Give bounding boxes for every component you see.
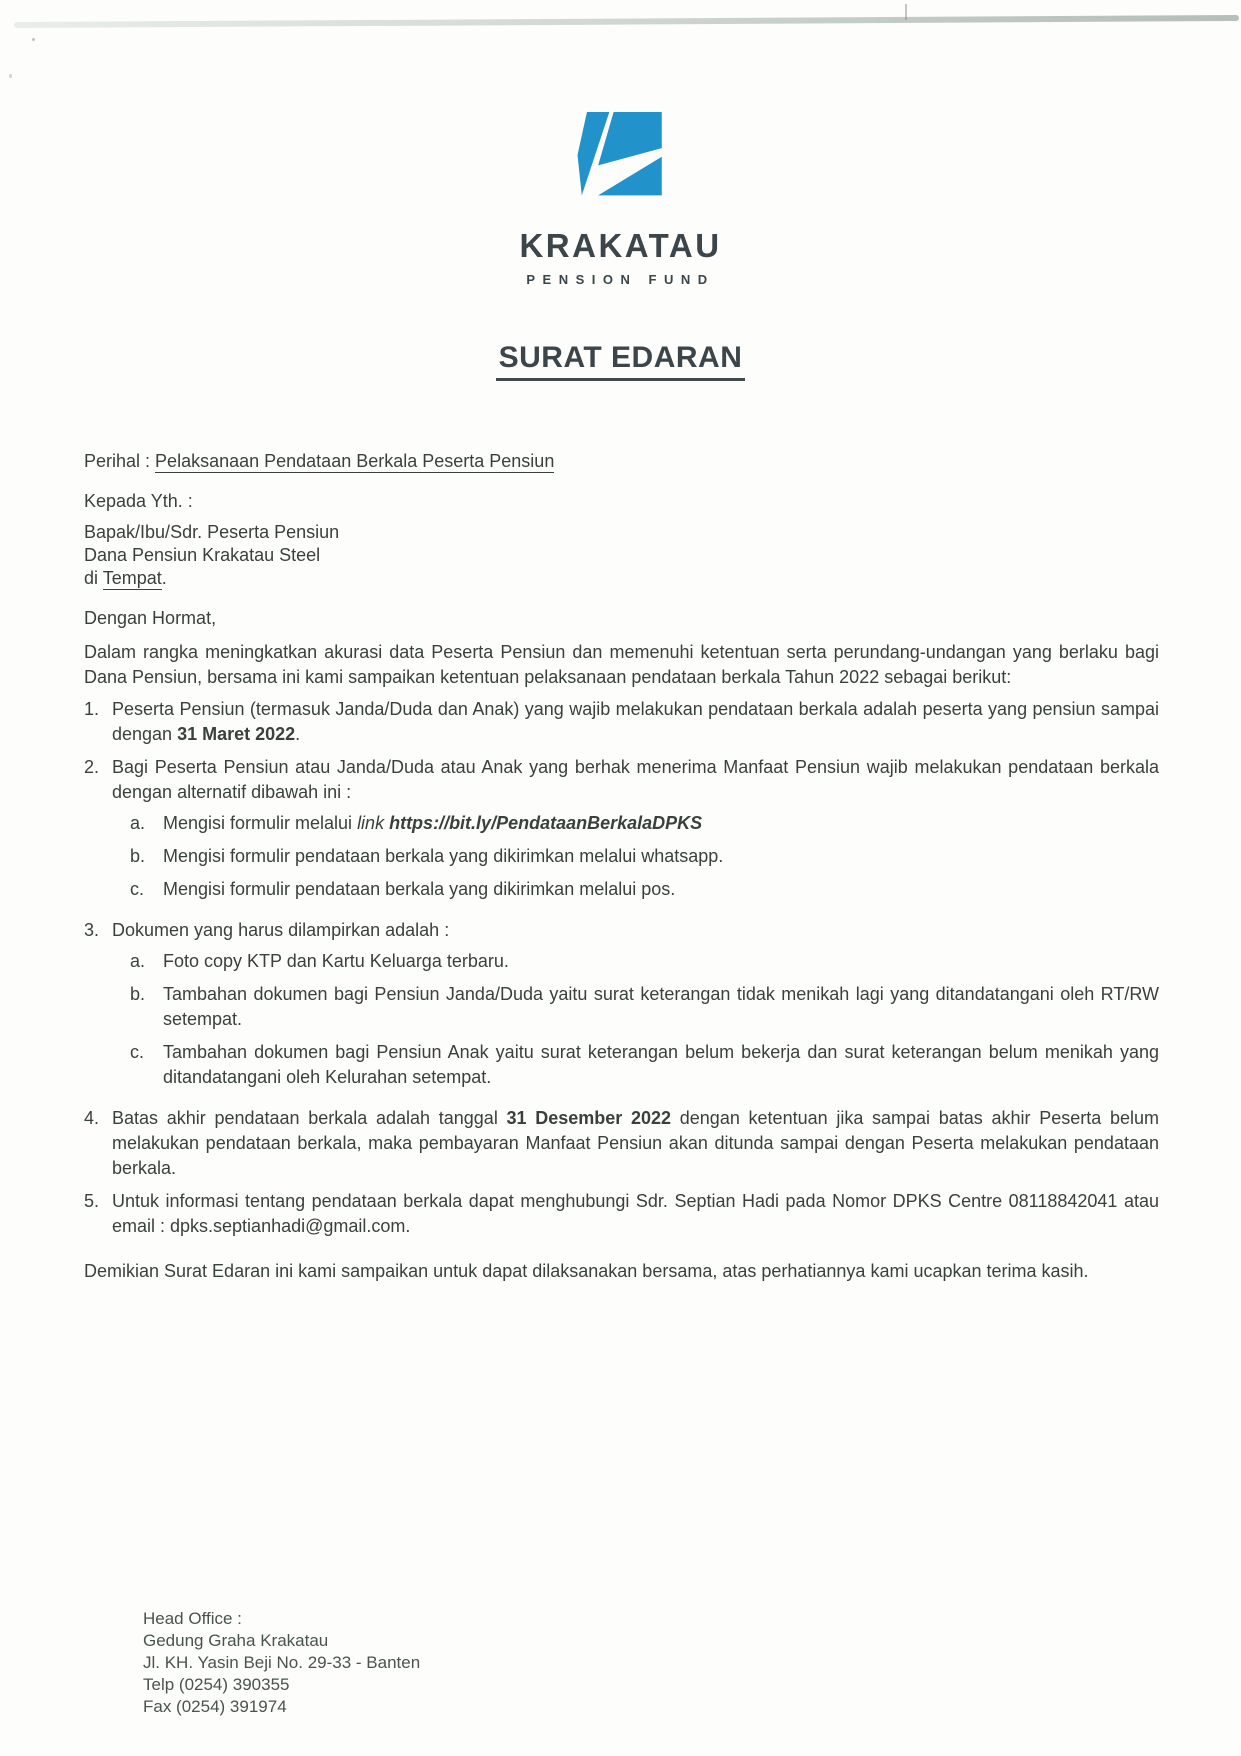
list-item-text-main: Bagi Peserta Pensiun atau Janda/Duda atau Anak yang berhak menerima Manfaat Pensiun wajib melakukan pendataan berkala dengan alternatif dibawah ini : — [112, 757, 1159, 802]
recipient-block — [84, 490, 1159, 590]
brand-subtitle: PENSION FUND — [526, 272, 715, 287]
sub-item-text: Tambahan dokumen bagi Pensiun Janda/Duda yaitu surat keterangan tidak menikah lagi yang ditandatangani oleh RT/RW setempat. — [163, 984, 1159, 1029]
sub-item-text: Foto copy KTP dan Kartu Keluarga terbaru. — [163, 951, 509, 971]
subject-line — [84, 449, 1159, 474]
sub-list — [130, 811, 1159, 902]
recipient-line: Bapak/Ibu/Sdr. Peserta Pensiun — [84, 522, 340, 542]
sub-item-letter: b. — [130, 846, 146, 866]
head-office-phone: Telp (0254) 390355 — [143, 1675, 290, 1694]
sub-item-letter: c. — [130, 879, 145, 899]
sub-item-text — [163, 811, 1159, 836]
list-item-number: 5. — [84, 1191, 100, 1211]
list-item-text-main: Dokumen yang harus dilampirkan adalah : — [112, 920, 450, 940]
sub-item-text: Mengisi formulir pendataan berkala yang dikirimkan melalui pos. — [163, 879, 676, 899]
head-office-building: Gedung Graha Krakatau — [143, 1631, 329, 1650]
letterhead — [0, 0, 1241, 287]
sub-item-text: Mengisi formulir pendataan berkala yang dikirimkan melalui whatsapp. — [163, 846, 724, 866]
head-office-address: Jl. KH. Yasin Beji No. 29-33 - Banten — [143, 1653, 421, 1672]
scan-artifact-speck — [32, 38, 35, 41]
list-item-number: 3. — [84, 920, 100, 940]
intro-paragraph: Dalam rangka meningkatkan akurasi data Peserta Pensiun dan memenuhi ketentuan serta perundang-undangan yang berlaku bagi Dana Pensiun, bersama ini kami sampaikan ketentuan pelaksanaan pendataan berkala Tahun 2022 sebagai berikut: — [84, 642, 1159, 687]
list-item-text — [112, 1106, 1159, 1181]
sub-item-text: Tambahan dokumen bagi Pensiun Anak yaitu surat keterangan belum bekerja dan surat keterangan belum menikah yang ditandatangani oleh Kelurahan setempat. — [163, 1042, 1159, 1087]
list-item-2 — [84, 755, 1159, 910]
list-item-number: 1. — [84, 699, 100, 719]
link-word: link — [357, 813, 390, 833]
sub-item-2b — [130, 844, 1159, 869]
sub-list — [130, 949, 1159, 1090]
scan-artifact-tick — [905, 4, 907, 20]
subject-label: Perihal : — [84, 451, 156, 471]
sub-item-letter: b. — [130, 984, 146, 1004]
registration-url: https://bit.ly/PendataanBerkalaDPKS — [389, 813, 703, 833]
head-office-block — [143, 1608, 420, 1718]
greeting: Dengan Hormat, — [84, 608, 217, 628]
sub-item-3c — [130, 1040, 1159, 1090]
letter-body — [84, 449, 1159, 1284]
list-item-number: 4. — [84, 1108, 100, 1128]
title-wrap — [0, 341, 1241, 381]
sub-item-letter: c. — [130, 1042, 145, 1062]
list-item-text-post: . — [295, 724, 301, 744]
numbered-list — [84, 697, 1159, 1239]
sub-item-letter: a. — [130, 813, 146, 833]
list-item-text — [112, 697, 1159, 747]
sub-item-3b — [130, 982, 1159, 1032]
sub-item-2a — [130, 811, 1159, 836]
head-office-label: Head Office : — [143, 1609, 242, 1628]
list-item-number: 2. — [84, 757, 100, 777]
sub-item-letter: a. — [130, 951, 146, 971]
deadline-date-bold: 31 Desember 2022 — [506, 1108, 672, 1128]
list-item-5 — [84, 1189, 1159, 1239]
recipient-place-suffix: . — [161, 568, 167, 588]
recipient-line: Dana Pensiun Krakatau Steel — [84, 545, 321, 565]
list-item-text — [112, 918, 1159, 1098]
head-office-fax: Fax (0254) 391974 — [143, 1697, 287, 1716]
list-item-4 — [84, 1106, 1159, 1181]
closing-paragraph: Demikian Surat Edaran ini kami sampaikan untuk dapat dilaksanakan bersama, atas perhatiannya kami ucapkan terima kasih. — [84, 1261, 1089, 1281]
scan-artifact-speck — [9, 74, 12, 78]
brand-name: KRAKATAU — [519, 227, 722, 264]
document-title: SURAT EDARAN — [496, 341, 746, 381]
sub-item-text-pre: Mengisi formulir melalui — [163, 813, 358, 833]
sub-item-2c — [130, 877, 1159, 902]
recipient-salutation: Kepada Yth. : — [84, 491, 193, 511]
list-item-1 — [84, 697, 1159, 747]
list-item-text-pre: Batas akhir pendataan berkala adalah tanggal — [112, 1108, 507, 1128]
list-item-text-post: dengan ketentuan jika sampai batas akhir Peserta belum melakukan pendataan berkala, maka pembayaran Manfaat Pensiun akan ditunda sampai dengan Peserta melakukan pendataan berkala. — [112, 1108, 1159, 1178]
list-item-3 — [84, 918, 1159, 1098]
krakatau-k-logo-icon — [577, 112, 664, 198]
recipient-place-line — [84, 567, 1159, 590]
recipient-place: Tempat — [102, 568, 162, 588]
deadline-date-bold: 31 Maret 2022 — [177, 724, 296, 744]
recipient-place-prefix: di — [84, 568, 103, 588]
list-item-text — [112, 755, 1159, 910]
list-item-text-pre: Peserta Pensiun (termasuk Janda/Duda dan Anak) yang wajib melakukan pendataan berkala adalah peserta yang pensiun sampai dengan — [112, 699, 1159, 744]
subject-value: Pelaksanaan Pendataan Berkala Peserta Pensiun — [155, 451, 555, 471]
list-item-text: Untuk informasi tentang pendataan berkala dapat menghubungi Sdr. Septian Hadi pada Nomor DPKS Centre 08118842041 atau email : dpks.septianhadi@gmail.com. — [112, 1191, 1159, 1236]
sub-item-3a — [130, 949, 1159, 974]
